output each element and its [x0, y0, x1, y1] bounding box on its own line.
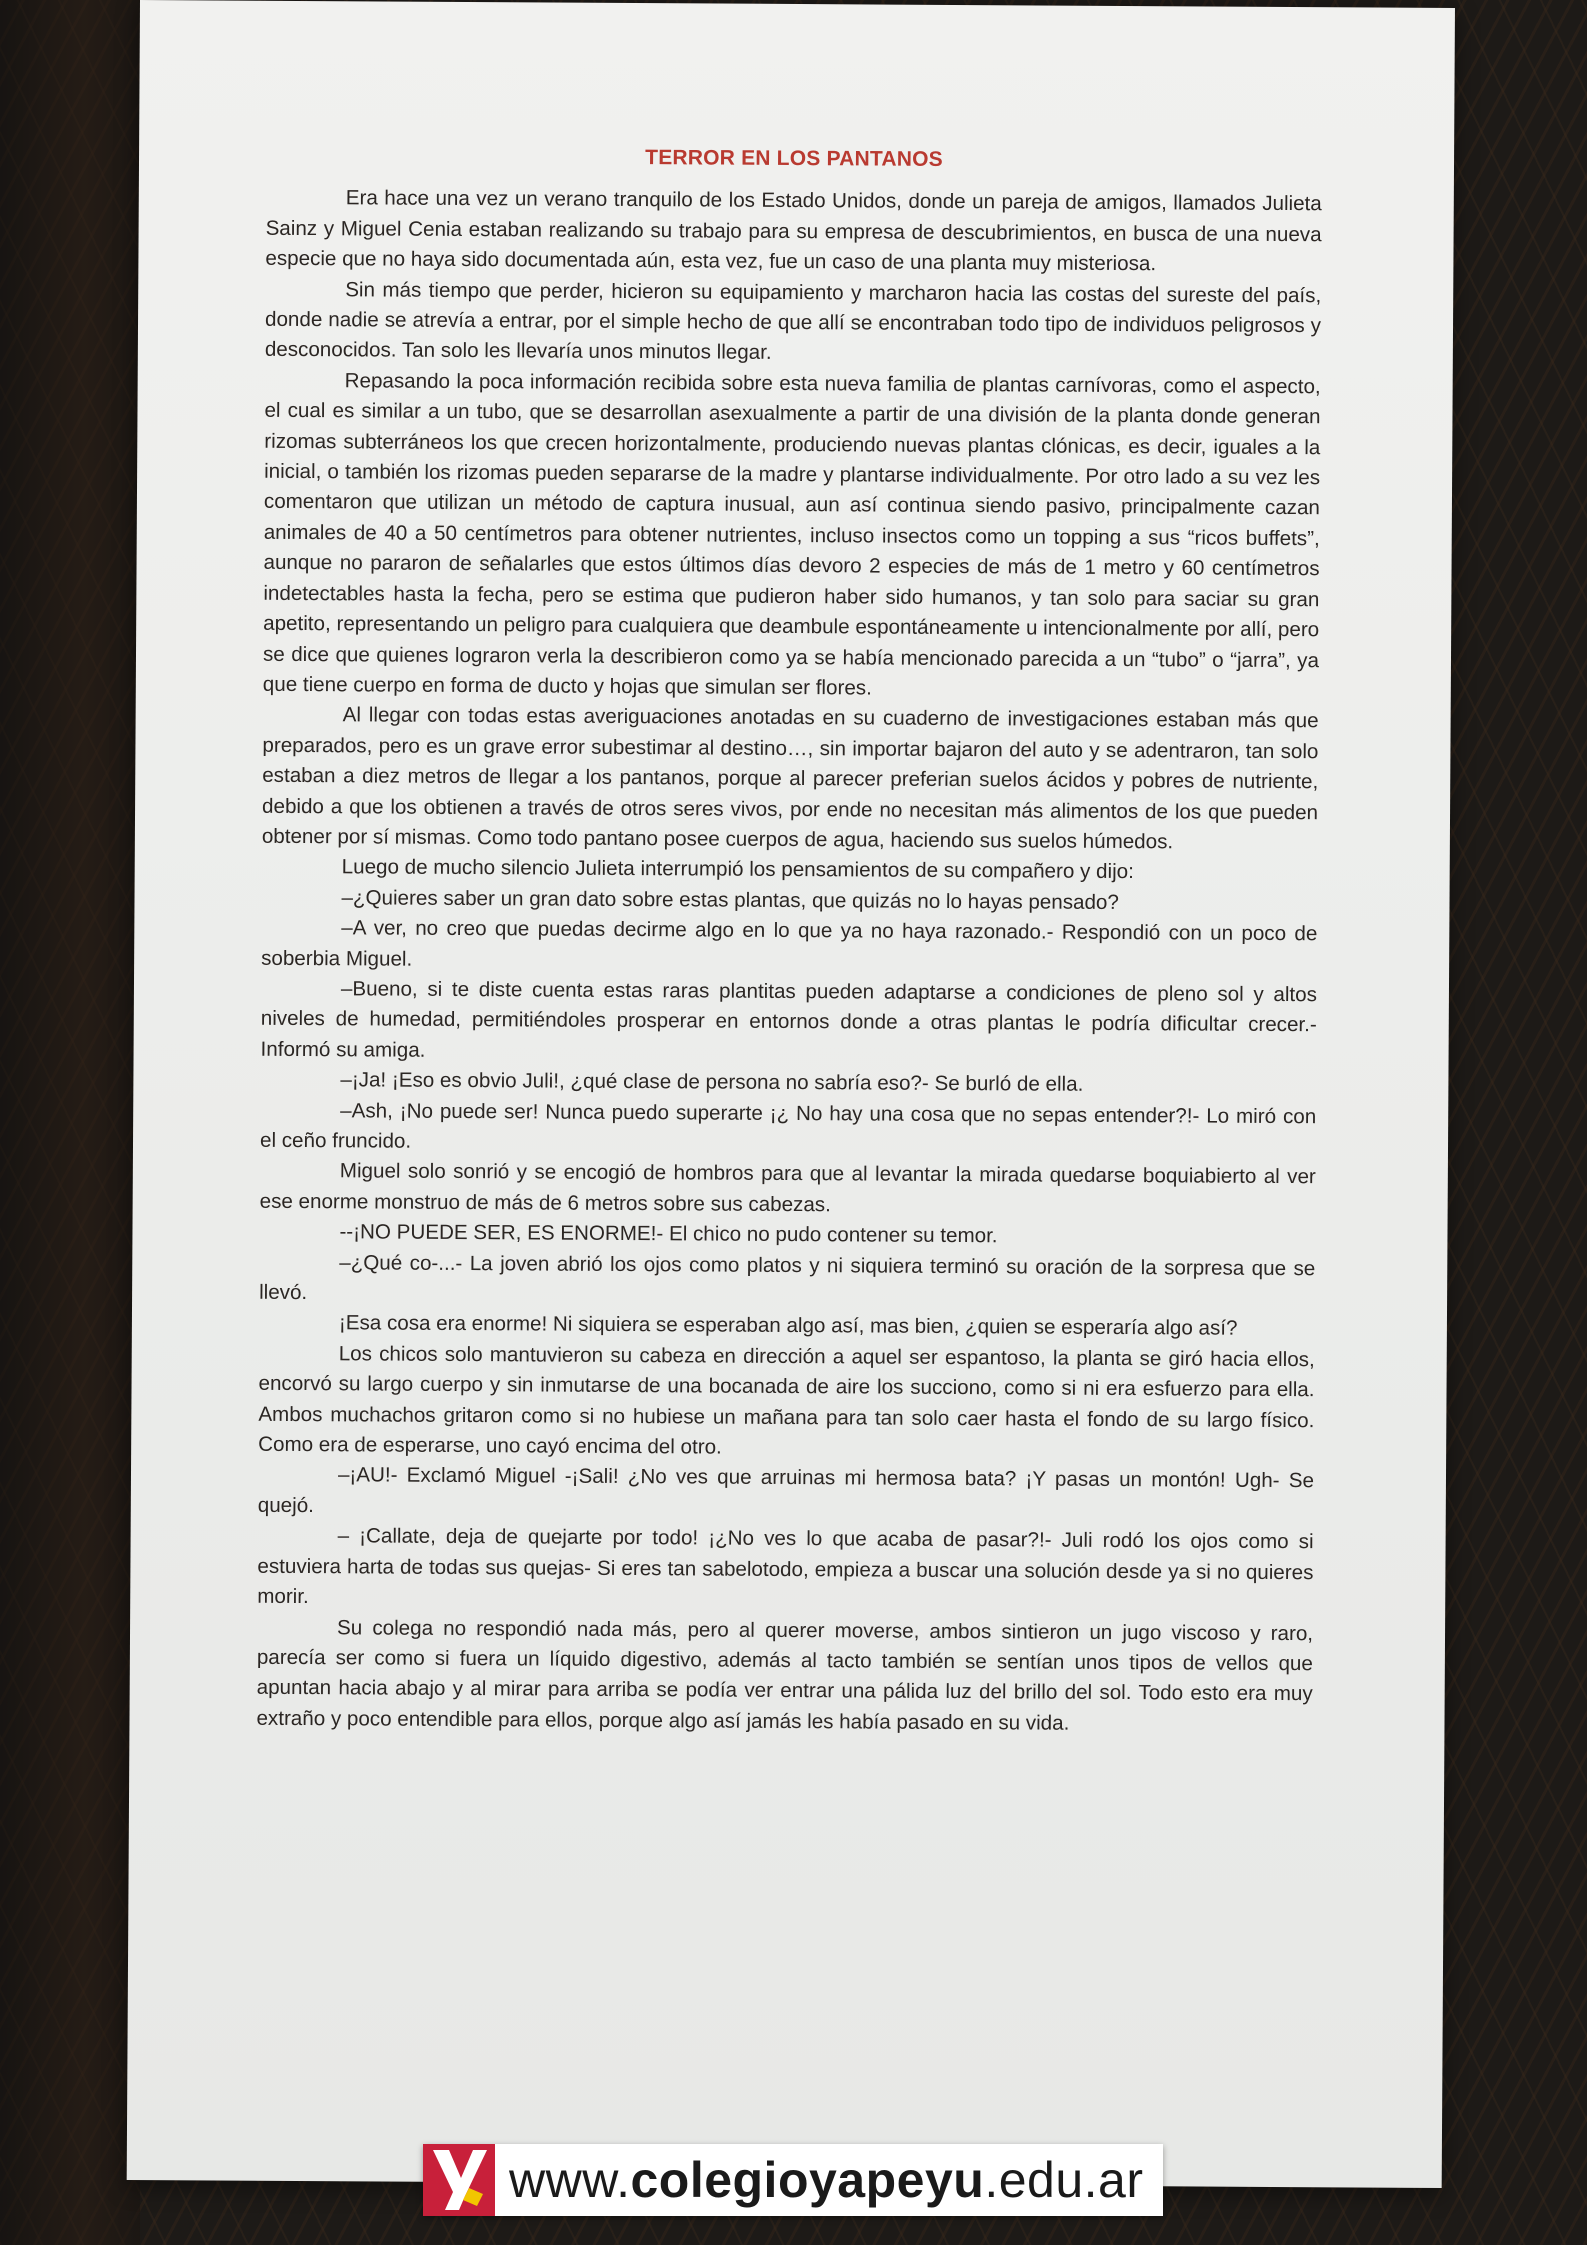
dialogue-line: –¡Ja! ¡Eso es obvio Juli!, ¿qué clase de persona no sabría eso?- Se burló de ella. — [340, 1068, 1084, 1096]
paragraph: Luego de mucho silencio Julieta interrumpió los pensamientos de su compañero y dijo: — [341, 855, 1134, 884]
paragraph: Al llegar con todas estas averiguaciones anotadas en su cuaderno de investigaciones estaban más que preparados, pero es un grave error subestimar al destino…, sin importar bajaron del auto y se adentraron, tan solo estaban a diez metros de llegar a los pantanos, porque al parecer preferian suelos ácidos y pobres de nutriente, debido a que los obtienen a través de otros seres vivos, por ende no necesitan más alimentos de los que pueden obtener por sí mismas. Como todo pantano posee cuerpos de agua, haciendo sus suelos húmedos. — [261, 703, 1319, 854]
dialogue-line: – ¡Callate, deja de quejarte por todo! ¡¿No ves lo que acaba de pasar?!- Juli rodó los ojos como si estuviera harta de todas sus quejas- Si eres tan sabelotodo, empieza a buscar una solución desde ya si no quieres morir. — [257, 1524, 1314, 1609]
dialogue-line: –¿Quieres saber un gran dato sobre estas plantas, que quizás no lo hayas pensado? — [341, 885, 1119, 914]
paragraph: Miguel solo sonrió y se encogió de hombros para que al levantar la mirada quedarse boquiabierto al ver ese enorme monstruo de más de 6 metros sobre sus cabezas. — [259, 1159, 1316, 1217]
url-prefix: www. — [509, 2152, 631, 2208]
dialogue-line: –¿Qué co-...- La joven abrió los ojos como platos y ni siquiera terminó su oración de la sorpresa que se llevó. — [259, 1250, 1316, 1305]
dialogue-line: --¡NO PUEDE SER, ES ENORME!- El chico no pudo contener su temor. — [339, 1220, 998, 1248]
table-background — [0, 0, 140, 2245]
school-url — [509, 2151, 1143, 2209]
paragraph: Su colega no respondió nada más, pero al querer moverse, ambos sintieron un jugo viscoso y raro, parecía ser como si fuera un líquido digestivo, además al tacto también se sentían unos tipos de vellos que apuntan hacia abajo y al mirar para arriba se podía ver entrar una pálida luz del brillo del sol. Todo esto era muy extraño y poco entendible para ellos, porque algo así jamás les había pasado en su vida. — [256, 1615, 1314, 1735]
dialogue-line: –Bueno, si te diste cuenta estas raras plantitas pueden adaptarse a condiciones de pleno sol y altos niveles de humedad, permitiéndoles prosperar en entornos donde a otras plantas le podría dificultar crecer.- Informó su amiga. — [260, 977, 1318, 1062]
paragraph: Repasando la poca información recibida sobre esta nueva familia de plantas carnívoras, como el aspecto, el cual es similar a un tubo, que se desarrollan asexualmente a partir de una división de la planta donde generan rizomas subterráneos los que crecen horizontalmente, produciendo nuevas plantas clónicas, es decir, iguales a la inicial, o también los rizomas pueden separarse de la madre y plantarse individualmente. Por otro lado a su vez les comentaron que utilizan un método de captura inusual, aun así continua siendo pasivo, principalmente cazan animales de 40 a 50 centímetros para obtener nutrientes, incluso insectos como un topping a sus “ricos buffets”, aunque no pararon de señalarles que estos últimos días devoro 2 especies de más de 1 metro y 60 centímetros indetectables hasta la fecha, pero se estima que pudieron haber sido humanos, y tan solo para saciar su gran apetito, representando un peligro para cualquiera que deambule espontáneamente u intencionalmente por allí, pero se dice que quienes lograron verla la describieron como ya se había mencionado parecida a un “tubo” o “jarra”, ya que tiene cuerpo en forma de ducto y hojas que simulan ser flores. — [262, 369, 1321, 700]
dialogue-line: –Ash, ¡No puede ser! Nunca puedo superarte ¡¿ No hay una cosa que no sepas entender?!- Lo miró con el ceño fruncido. — [259, 1098, 1317, 1153]
paragraph: Sin más tiempo que perder, hicieron su equipamiento y marcharon hacia las costas del sureste del país, donde nadie se atrevía a entrar, por el simple hecho de que allí se encontraban todo tipo de individuos peligrosos y desconocidos. Tan solo les llevaría unos minutos llegar. — [264, 277, 1322, 365]
paragraph: Era hace una vez un verano tranquilo de los Estado Unidos, donde un pareja de amigos, llamados Julieta Sainz y Miguel Cenia estaban realizando su trabajo para su empresa de descubrimientos, en busca de una nueva especie que no haya sido documentada aún, esta vez, fue un caso de una planta muy misteriosa. — [265, 186, 1322, 276]
paper-sheet — [127, 0, 1455, 2188]
url-brand: colegioyapeyu — [630, 2152, 985, 2208]
school-logo-icon — [423, 2144, 495, 2216]
school-banner — [423, 2144, 1163, 2216]
document-body — [256, 141, 1322, 1741]
document-title: TERROR EN LOS PANTANOS — [645, 146, 943, 171]
paragraph: Los chicos solo mantuvieron su cabeza en dirección a aquel ser espantoso, la planta se giró hacia ellos, encorvó su largo cuerpo y sin inmutarse de una bocanada de aire los succiono, como si ni era esfuerzo para ella. Ambos muchachos gritaron como si no hubiese un mañana para tan solo caer hasta el fondo de su largo físico. Como era de esperarse, uno cayó encima del otro. — [258, 1342, 1315, 1459]
paragraph: ¡Esa cosa era enorme! Ni siquiera se esperaban algo así, mas bien, ¿quien se esperaría algo así? — [338, 1311, 1238, 1341]
dialogue-line: –A ver, no creo que puedas decirme algo en lo que ya no haya razonado.- Respondió con un poco de soberbia Miguel. — [261, 916, 1318, 971]
url-suffix: .edu.ar — [984, 2152, 1144, 2208]
dialogue-line: –¡AU!- Exclamó Miguel -¡Sali! ¿No ves que arruinas mi hermosa bata? ¡Y pasas un montón! Ugh- Se quejó. — [257, 1463, 1315, 1517]
